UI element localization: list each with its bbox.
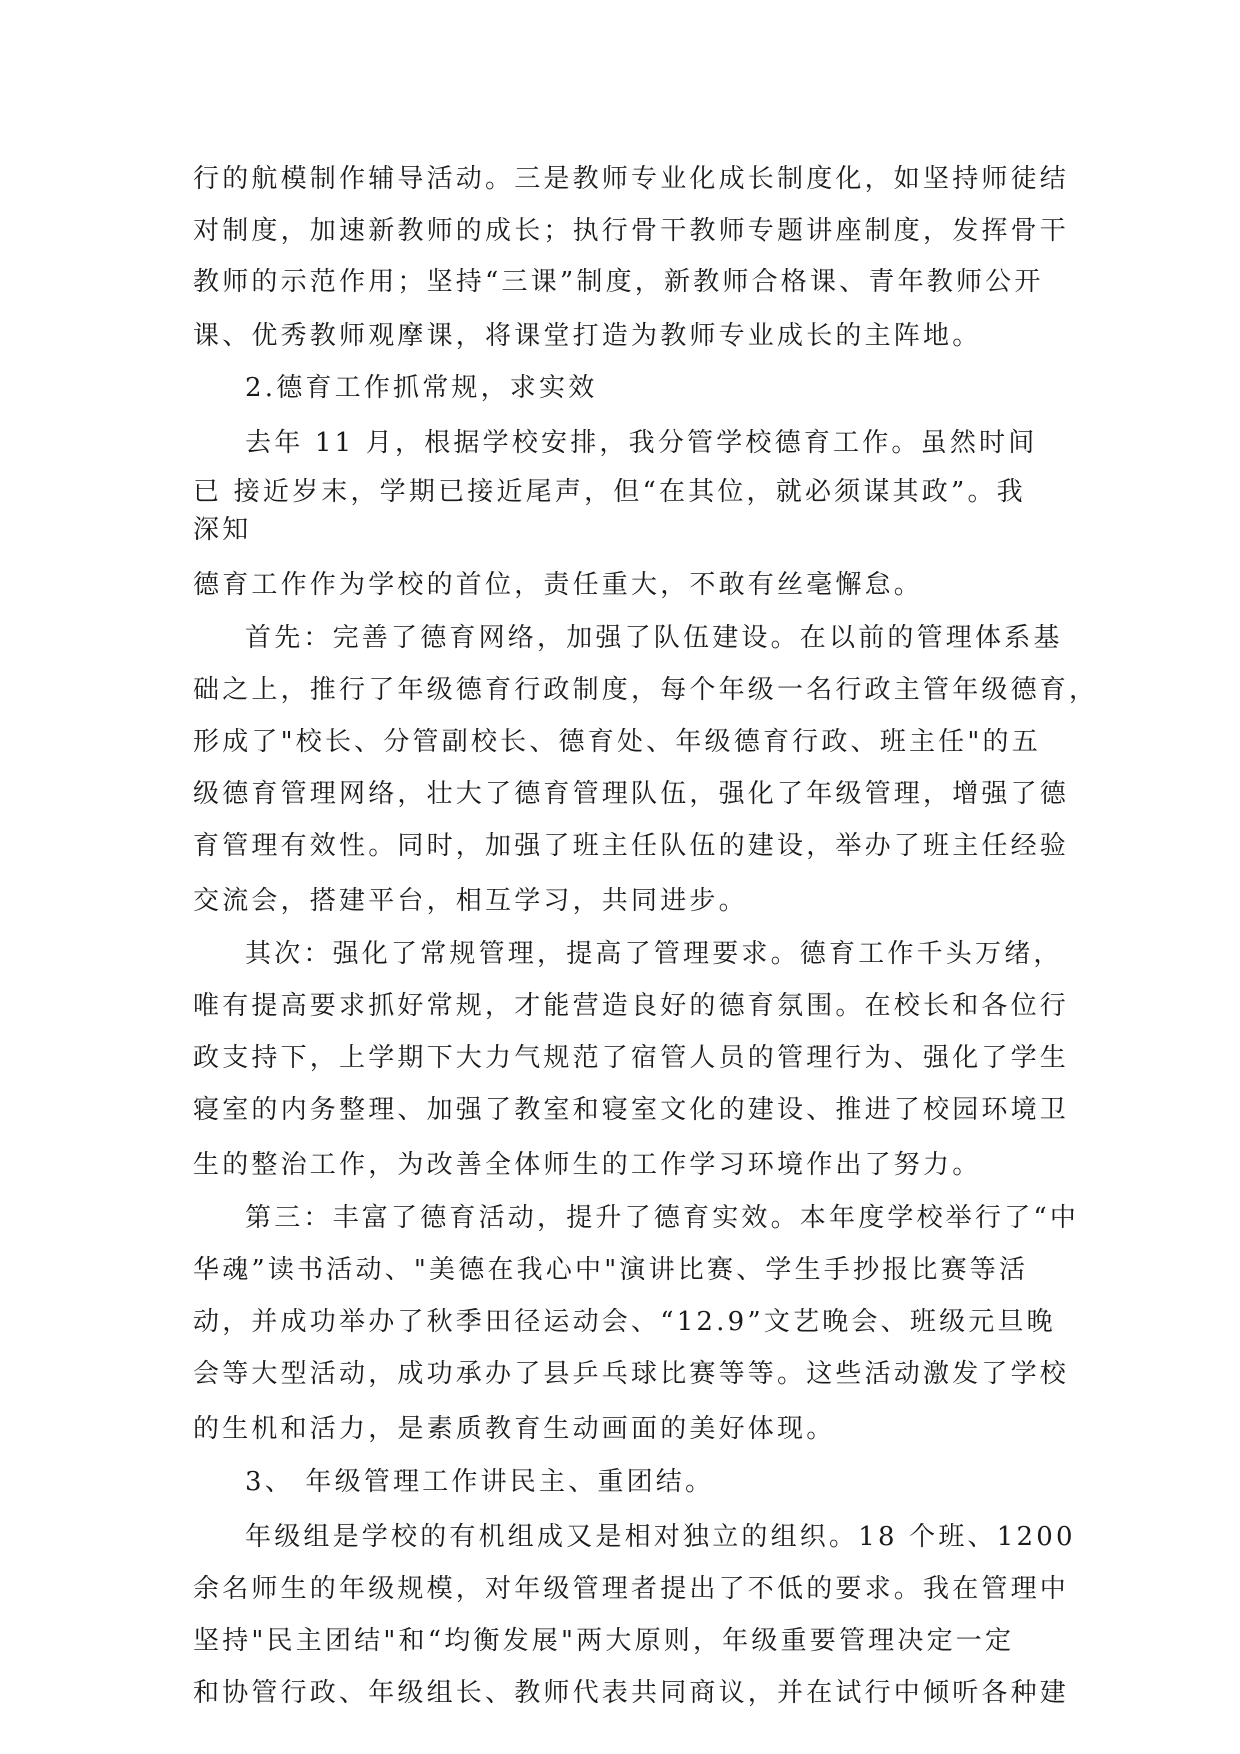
text-line: 形成了"校长、分管副校长、德育处、年级德育行政、班主任"的五 xyxy=(193,727,1041,757)
text-line: 动，并成功举办了秋季田径运动会、“12.9”文艺晚会、班级元旦晚 xyxy=(193,1307,1056,1337)
text-line: 去年 11 月，根据学校安排，我分管学校德育工作。虽然时间 xyxy=(245,428,1038,458)
text-line: 级德育管理网络，壮大了德育管理队伍，强化了年级管理，增强了德 xyxy=(193,779,1070,809)
text-line: 余名师生的年级规模，对年级管理者提出了不低的要求。我在管理中 xyxy=(193,1574,1070,1604)
text-line: 其次：强化了常规管理，提高了管理要求。德育工作千头万绪， xyxy=(245,939,1063,969)
text-line: 首先：完善了德育网络，加强了队伍建设。在以前的管理体系基 xyxy=(245,623,1063,653)
text-line: 坚持"民主团结"和“均衡发展"两大原则，年级重要管理决定一定 xyxy=(193,1626,1015,1656)
section-heading: 2.德育工作抓常规，求实效 xyxy=(245,373,598,403)
text-line: 唯有提高要求抓好常规，才能营造良好的德育氛围。在校长和各位行 xyxy=(193,991,1070,1021)
text-line: 德育工作作为学校的首位，责任重大，不敢有丝毫懈怠。 xyxy=(193,570,924,600)
text-line: 华魂”读书活动、"美德在我心中"演讲比赛、学生手抄报比赛等活 xyxy=(193,1255,1029,1285)
text-line: 会等大型活动，成功承办了县乒乓球比赛等等。这些活动激发了学校 xyxy=(193,1359,1070,1389)
text-line: 已 接近岁末，学期已接近尾声，但“在其位，就必须谋其政”。我 xyxy=(193,477,1026,507)
text-line: 育管理有效性。同时，加强了班主任队伍的建设，举办了班主任经验 xyxy=(193,831,1070,861)
text-line: 生的整治工作，为改善全体师生的工作学习环境作出了努力。 xyxy=(193,1150,982,1180)
text-line: 交流会，搭建平台，相互学习，共同进步。 xyxy=(193,886,748,916)
text-line: 行的航模制作辅导活动。三是教师专业化成长制度化，如坚持师徒结 xyxy=(193,164,1070,194)
text-line: 教师的示范作用；坚持“三课”制度，新教师合格课、青年教师公开 xyxy=(193,267,1044,297)
text-line: 的生机和活力，是素质教育生动画面的美好体现。 xyxy=(193,1414,836,1444)
section-heading: 3、 年级管理工作讲民主、重团结。 xyxy=(245,1467,715,1497)
text-line: 础之上，推行了年级德育行政制度，每个年级一名行政主管年级德育， xyxy=(193,675,1099,705)
text-line: 第三：丰富了德育活动，提升了德育实效。本年度学校举行了“中 xyxy=(245,1203,1080,1233)
text-line: 寝室的内务整理、加强了教室和寝室文化的建设、推进了校园环境卫 xyxy=(193,1095,1070,1125)
text-line: 对制度，加速新教师的成长；执行骨干教师专题讲座制度，发挥骨干 xyxy=(193,216,1070,246)
text-line: 深知 xyxy=(193,515,252,545)
text-line: 和协管行政、年级组长、教师代表共同商议，并在试行中倾听各种建 xyxy=(193,1678,1070,1708)
text-line: 政支持下，上学期下大力气规范了宿管人员的管理行为、强化了学生 xyxy=(193,1043,1070,1073)
text-line: 课、优秀教师观摩课，将课堂打造为教师专业成长的主阵地。 xyxy=(193,321,982,351)
text-line: 年级组是学校的有机组成又是相对独立的组织。18 个班、1200 xyxy=(245,1522,1076,1552)
